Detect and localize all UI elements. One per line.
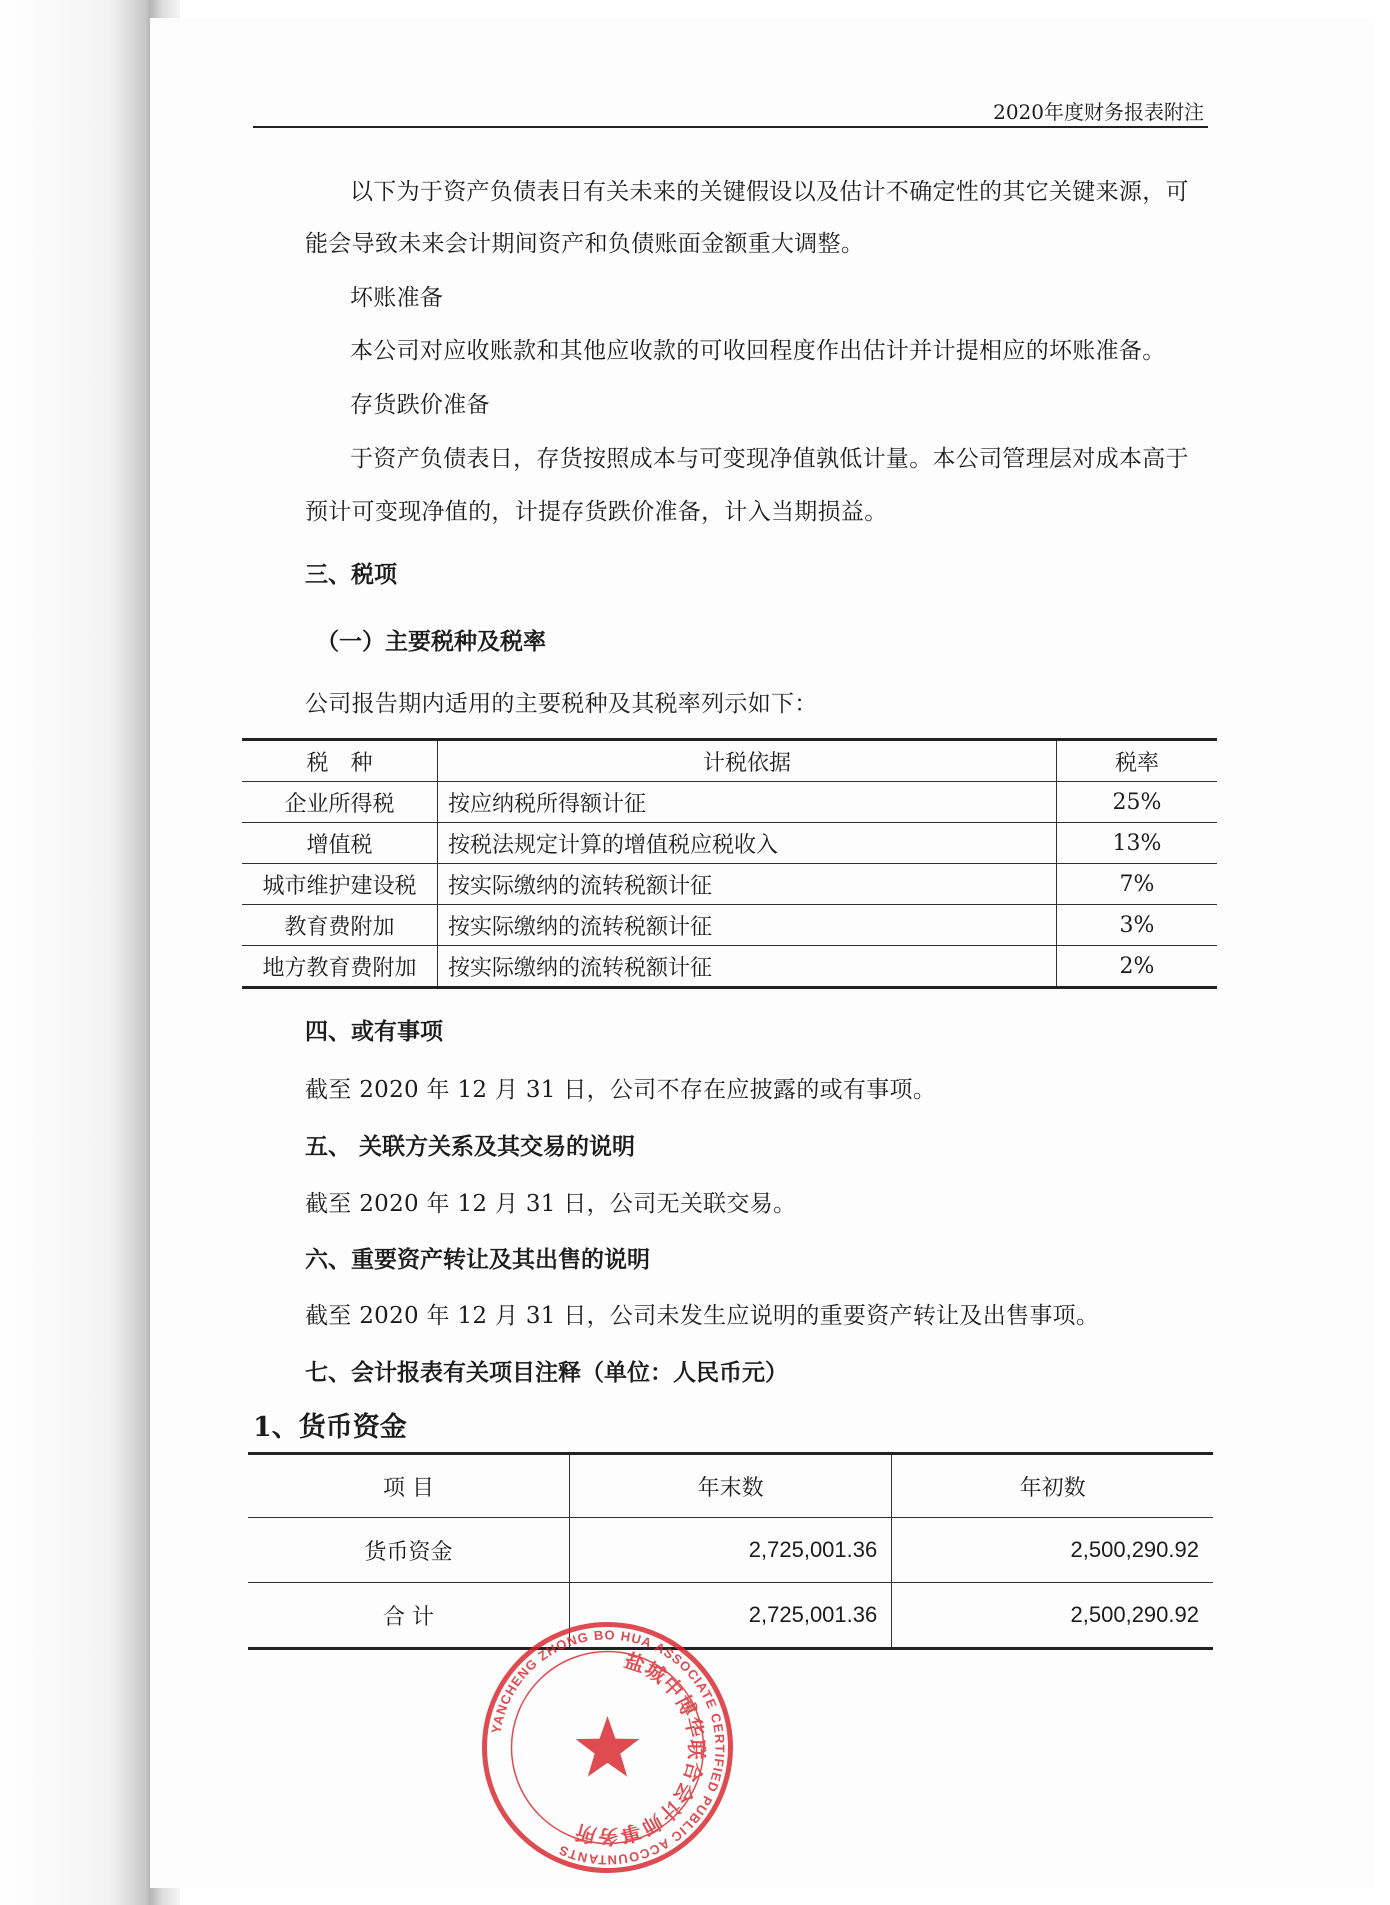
tax-intro: 公司报告期内适用的主要税种及其税率列示如下： [305,691,818,717]
header-title: 2020年度财务报表附注 [993,100,1204,124]
tax-header-basis: 计税依据 [438,740,1057,782]
tax-name: 地方教育费附加 [242,946,438,988]
page-header [253,92,1208,128]
asset-transfer-text: 截至 2020 年 12 月 31 日，公司未发生应说明的重要资产转让及出售事项。 [305,1303,1100,1329]
tax-basis: 按实际缴纳的流转税额计征 [438,946,1057,988]
table-row [248,1518,1213,1583]
cash-total-name: 合 计 [248,1583,570,1649]
tax-table-header [242,740,1217,782]
inventory-line-2: 预计可变现净值的，计提存货跌价准备，计入当期损益。 [305,499,888,525]
contingent-title: 四、或有事项 [305,1018,443,1045]
related-title: 五、 关联方关系及其交易的说明 [305,1133,636,1160]
asset-transfer-title: 六、重要资产转让及其出售的说明 [305,1246,650,1273]
tax-rate: 2% [1057,946,1218,988]
table-row [242,864,1217,905]
cash-title: 1、货币资金 [253,1412,407,1443]
seal-outer-text: YANCHENG ZHONG BO HUA ASSOCIATE CERTIFIED PUBLIC ACCOUNTANTS [488,1627,728,1868]
tax-basis: 按实际缴纳的流转税额计征 [438,864,1057,905]
intro-line-1: 以下为于资产负债表日有关未来的关键假设以及估计不确定性的其它关键来源，可 [350,179,1189,205]
company-seal [480,1620,735,1875]
cash-header-begin: 年初数 [892,1454,1213,1518]
inventory-line-1: 于资产负债表日，存货按照成本与可变现净值孰低计量。本公司管理层对成本高于 [350,446,1189,472]
tax-rate: 13% [1057,823,1218,864]
cash-item-name: 货币资金 [248,1518,570,1583]
cash-total-end: 2,725,001.36 [570,1583,892,1649]
tax-rate: 7% [1057,864,1218,905]
table-row [242,823,1217,864]
tax-basis: 按税法规定计算的增值税应税收入 [438,823,1057,864]
bad-debt-title: 坏账准备 [350,285,444,311]
tax-header-rate: 税率 [1057,740,1218,782]
seal-inner-text: 盐城中博华联合会计师事务所 [572,1648,709,1849]
cash-end-value: 2,725,001.36 [570,1518,892,1583]
tax-basis: 按应纳税所得额计征 [438,782,1057,823]
tax-section-title: 三、税项 [305,561,397,588]
tax-basis: 按实际缴纳的流转税额计征 [438,905,1057,946]
table-row [242,946,1217,988]
tax-sub-title: （一）主要税种及税率 [316,628,546,655]
notes-title: 七、会计报表有关项目注释（单位：人民币元） [305,1359,788,1386]
seal-star-icon [576,1716,640,1777]
cash-total-begin: 2,500,290.92 [892,1583,1213,1649]
related-text: 截至 2020 年 12 月 31 日，公司无关联交易。 [305,1191,797,1217]
cash-begin-value: 2,500,290.92 [892,1518,1213,1583]
tax-header-name: 税 种 [242,740,438,782]
tax-rate: 25% [1057,782,1218,823]
cash-header-item: 项 目 [248,1454,570,1518]
inventory-title: 存货跌价准备 [350,392,490,418]
cash-table-header [248,1454,1213,1518]
tax-name: 增值税 [242,823,438,864]
table-row [242,782,1217,823]
tax-name: 企业所得税 [242,782,438,823]
table-row [242,905,1217,946]
bad-debt-text: 本公司对应收账款和其他应收款的可收回程度作出估计并计提相应的坏账准备。 [350,338,1166,364]
intro-line-2: 能会导致未来会计期间资产和负债账面金额重大调整。 [305,231,865,257]
tax-name: 城市维护建设税 [242,864,438,905]
tax-name: 教育费附加 [242,905,438,946]
tax-table [242,738,1217,989]
cash-header-end: 年末数 [570,1454,892,1518]
tax-rate: 3% [1057,905,1218,946]
contingent-text: 截至 2020 年 12 月 31 日，公司不存在应披露的或有事项。 [305,1077,937,1103]
